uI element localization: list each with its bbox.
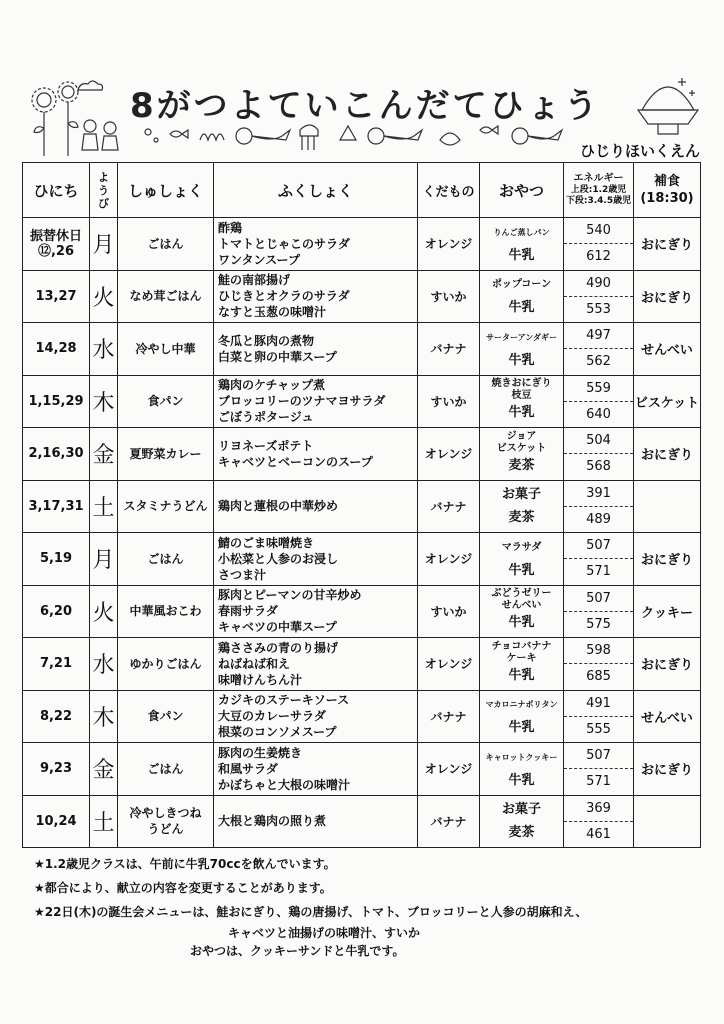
side-dish: 冬瓜と豚肉の煮物 — [218, 333, 315, 348]
snack-drink: 牛乳 — [508, 352, 535, 368]
energy-lower: 575 — [586, 616, 611, 632]
side-cell — [214, 270, 418, 323]
energy-cell — [564, 375, 634, 428]
weekday-cell: 月 — [90, 218, 118, 271]
side-dish: トマトとじゃこのサラダ — [218, 236, 350, 251]
energy-upper: 540 — [564, 218, 633, 244]
energy-lower: 640 — [586, 406, 611, 422]
side-cell — [214, 323, 418, 376]
extra-cell: おにぎり — [634, 743, 701, 796]
nursery-name: ひじりほいくえん — [579, 142, 700, 160]
side-dish: 鶏肉のケチャップ煮 — [218, 378, 326, 393]
shaved-ice-illustration — [632, 70, 704, 138]
side-dish: 鮭の南部揚げ — [218, 273, 291, 288]
header-side: ふくしょく — [214, 163, 418, 218]
date-cell: 7,21 — [23, 638, 90, 691]
side-cell — [214, 795, 418, 848]
energy-lower: 685 — [586, 669, 611, 685]
energy-upper: 391 — [564, 481, 633, 507]
side-cell — [214, 218, 418, 271]
side-cell — [214, 375, 418, 428]
table-row — [23, 375, 701, 428]
header-energy: エネルギー 上段:1.2歳児 下段:3.4.5歳児 — [564, 163, 634, 218]
fruit-cell: オレンジ — [418, 638, 480, 691]
table-row — [23, 795, 701, 848]
side-cell — [214, 690, 418, 743]
header-fruit: くだもの — [418, 163, 480, 218]
side-dish: 小松菜と人参のお浸し — [218, 551, 339, 566]
weekday-cell: 水 — [90, 638, 118, 691]
snack-drink: 牛乳 — [508, 247, 535, 263]
energy-cell — [564, 270, 634, 323]
energy-upper: 491 — [564, 691, 633, 717]
side-dish: さつま汁 — [218, 567, 267, 582]
header-date: ひにち — [23, 163, 90, 218]
snack-cell — [480, 428, 564, 481]
table-row — [23, 690, 701, 743]
note-milk: ★1.2歳児クラスは、午前に牛乳70ccを飲んでいます。 — [34, 857, 336, 871]
energy-cell — [564, 533, 634, 586]
side-dish: 和風サラダ — [218, 761, 278, 776]
table-row — [23, 533, 701, 586]
snack-cell — [480, 480, 564, 533]
snack-item: ジョア ビスケット — [496, 430, 547, 454]
side-dish: ごぼうポタージュ — [218, 410, 314, 425]
side-cell — [214, 585, 418, 638]
fruit-cell: バナナ — [418, 795, 480, 848]
snack-drink: 牛乳 — [508, 615, 535, 631]
fruit-cell: オレンジ — [418, 533, 480, 586]
snack-item: サーターアンダギー — [486, 332, 557, 342]
snack-drink: 牛乳 — [508, 720, 535, 736]
side-dish: ブロッコリーのツナマヨサラダ — [218, 394, 386, 409]
staple-cell: なめ茸ごはん — [118, 270, 214, 323]
side-dish: キャベツとベーコンのスープ — [218, 454, 373, 469]
page-title: 8がつよていこんだてひょう — [130, 86, 601, 126]
side-dish: 春雨サラダ — [218, 604, 278, 619]
side-dish: かぼちゃと大根の味噌汁 — [218, 777, 351, 792]
side-dish: 豚肉とピーマンの甘辛炒め — [218, 588, 362, 603]
snack-cell — [480, 533, 564, 586]
snack-cell — [480, 690, 564, 743]
staple-cell: ごはん — [118, 533, 214, 586]
date-cell: 13,27 — [23, 270, 90, 323]
table-row — [23, 743, 701, 796]
snack-cell — [480, 323, 564, 376]
extra-cell: おにぎり — [634, 428, 701, 481]
date-cell: 10,24 — [23, 795, 90, 848]
side-cell — [214, 480, 418, 533]
weekday-cell: 土 — [90, 480, 118, 533]
side-dish: カジキのステーキソース — [218, 693, 350, 708]
weekday-cell: 金 — [90, 428, 118, 481]
energy-cell — [564, 428, 634, 481]
side-cell — [214, 638, 418, 691]
side-dish: ねばねば和え — [218, 656, 291, 671]
snack-cell — [480, 270, 564, 323]
energy-lower: 612 — [586, 249, 611, 265]
snack-cell — [480, 795, 564, 848]
weekday-cell: 水 — [90, 323, 118, 376]
weekday-cell: 月 — [90, 533, 118, 586]
energy-upper: 507 — [564, 743, 633, 769]
notes — [34, 852, 587, 960]
side-dish: 酢鶏 — [218, 220, 243, 235]
side-dish: ワンタンスープ — [218, 252, 300, 267]
extra-cell: クッキー — [634, 585, 701, 638]
energy-lower: 571 — [586, 564, 611, 580]
energy-upper: 559 — [564, 376, 633, 402]
menu-table — [22, 162, 701, 848]
snack-item: ポップコーン — [491, 279, 552, 291]
fruit-cell: オレンジ — [418, 743, 480, 796]
side-cell — [214, 428, 418, 481]
date-cell: 1,15,29 — [23, 375, 90, 428]
note-birthday-cont: キャベツと油揚げの味噌汁、すいか — [228, 926, 421, 940]
fruit-cell: オレンジ — [418, 428, 480, 481]
staple-cell: スタミナうどん — [118, 480, 214, 533]
extra-cell: おにぎり — [634, 533, 701, 586]
energy-upper: 507 — [564, 533, 633, 559]
energy-cell — [564, 638, 634, 691]
weekday-cell: 木 — [90, 690, 118, 743]
date-cell: 3,17,31 — [23, 480, 90, 533]
clouds-icon — [74, 76, 134, 96]
fruit-cell: バナナ — [418, 480, 480, 533]
header-extra: 補食 (18:30) — [634, 163, 701, 218]
date-cell: 2,16,30 — [23, 428, 90, 481]
energy-lower: 553 — [586, 301, 611, 317]
snack-drink: 麦茶 — [508, 825, 535, 841]
energy-upper: 507 — [564, 586, 633, 612]
staple-cell: ゆかりごはん — [118, 638, 214, 691]
energy-upper: 490 — [564, 271, 633, 297]
fruit-cell: バナナ — [418, 323, 480, 376]
table-header-row — [23, 163, 701, 218]
table-row — [23, 638, 701, 691]
note-change: ★都合により、献立の内容を変更することがあります。 — [34, 881, 332, 895]
table-row — [23, 428, 701, 481]
date-cell: 6,20 — [23, 585, 90, 638]
snack-item: キャロットクッキー — [485, 752, 558, 762]
side-dish: 鯖のごま味噌焼き — [218, 535, 315, 550]
extra-cell — [634, 480, 701, 533]
snack-cell — [480, 638, 564, 691]
energy-cell — [564, 585, 634, 638]
snack-drink: 麦茶 — [508, 510, 535, 526]
date-cell: 5,19 — [23, 533, 90, 586]
extra-cell: ビスケット — [634, 375, 701, 428]
date-cell: 8,22 — [23, 690, 90, 743]
snack-drink: 牛乳 — [508, 405, 535, 421]
energy-upper: 504 — [564, 428, 633, 454]
snack-item: マラサダ — [501, 541, 542, 553]
snack-item: お菓子 — [501, 487, 541, 503]
side-dish: リヨネーズポテト — [218, 438, 314, 453]
staple-cell: 食パン — [118, 690, 214, 743]
staple-cell: 冷やしきつね うどん — [118, 795, 214, 848]
extra-cell: おにぎり — [634, 638, 701, 691]
side-dish: 豚肉の生姜焼き — [218, 745, 303, 760]
snack-cell — [480, 585, 564, 638]
energy-lower: 461 — [586, 826, 611, 842]
staple-cell: ごはん — [118, 743, 214, 796]
staple-cell: 中華風おこわ — [118, 585, 214, 638]
extra-cell: おにぎり — [634, 218, 701, 271]
energy-lower: 489 — [586, 511, 611, 527]
snack-item: チョコバナナ ケーキ — [491, 640, 552, 664]
side-dish: 大豆のカレーサラダ — [218, 709, 326, 724]
staple-cell: 夏野菜カレー — [118, 428, 214, 481]
table-row — [23, 218, 701, 271]
fruit-cell: すいか — [418, 375, 480, 428]
snack-cell — [480, 743, 564, 796]
snack-item: 焼きおにぎり 枝豆 — [491, 378, 552, 402]
table-row — [23, 270, 701, 323]
energy-cell — [564, 795, 634, 848]
energy-upper: 598 — [564, 638, 633, 664]
weekday-cell: 木 — [90, 375, 118, 428]
snack-drink: 牛乳 — [508, 300, 535, 316]
date-cell: 14,28 — [23, 323, 90, 376]
energy-upper: 497 — [564, 323, 633, 349]
energy-cell — [564, 218, 634, 271]
header-staple: しゅしょく — [118, 163, 214, 218]
fruit-cell: バナナ — [418, 690, 480, 743]
snack-drink: 牛乳 — [508, 667, 535, 683]
extra-cell: おにぎり — [634, 270, 701, 323]
note-birthday-snack: おやつは、クッキーサンドと牛乳です。 — [190, 944, 405, 958]
energy-cell — [564, 323, 634, 376]
weekday-cell: 金 — [90, 743, 118, 796]
fruit-cell: すいか — [418, 270, 480, 323]
snack-cell — [480, 218, 564, 271]
side-dish: 鶏ささみの青のり揚げ — [218, 640, 339, 655]
table-row — [23, 480, 701, 533]
weekday-cell: 土 — [90, 795, 118, 848]
header-youbi: よ う び — [90, 163, 118, 218]
energy-cell — [564, 690, 634, 743]
side-cell — [214, 533, 418, 586]
energy-lower: 568 — [586, 459, 611, 475]
side-dish: 鶏肉と蓮根の中華炒め — [218, 499, 339, 514]
snack-cell — [480, 375, 564, 428]
fruit-cell: すいか — [418, 585, 480, 638]
energy-lower: 571 — [586, 774, 611, 790]
side-dish: 根菜のコンソメスープ — [218, 725, 337, 740]
snack-drink: 麦茶 — [508, 457, 535, 473]
side-cell — [214, 743, 418, 796]
side-dish: 白菜と卵の中華スープ — [218, 349, 337, 364]
snack-item: お菓子 — [501, 802, 541, 818]
header-snack: おやつ — [480, 163, 564, 218]
snack-item: りんご蒸しパン — [493, 227, 550, 237]
table-row — [23, 585, 701, 638]
staple-cell: ごはん — [118, 218, 214, 271]
snack-item: ぶどうゼリー せんべい — [491, 588, 552, 612]
date-cell: 振替休日 ⑫,26 — [23, 218, 90, 271]
side-dish: なすと玉葱の味噌汁 — [218, 305, 327, 320]
snack-drink: 牛乳 — [508, 772, 535, 788]
date-cell: 9,23 — [23, 743, 90, 796]
weekday-cell: 火 — [90, 585, 118, 638]
extra-cell: せんべい — [634, 323, 701, 376]
weekday-cell: 火 — [90, 270, 118, 323]
extra-cell: せんべい — [634, 690, 701, 743]
energy-cell — [564, 743, 634, 796]
staple-cell: 食パン — [118, 375, 214, 428]
staple-cell: 冷やし中華 — [118, 323, 214, 376]
energy-cell — [564, 480, 634, 533]
note-birthday: ★22日(木)の誕生会メニューは、鮭おにぎり、鶏の唐揚げ、トマト、ブロッコリーと人参の胡麻和え、 — [34, 905, 588, 919]
energy-lower: 562 — [586, 354, 611, 370]
energy-upper: 369 — [564, 796, 633, 822]
side-dish: 大根と鶏肉の照り煮 — [218, 814, 327, 829]
snack-item: マカロニナポリタン — [485, 700, 558, 710]
side-dish: キャベツの中華スープ — [218, 620, 337, 635]
side-dish: 味噌けんちん汁 — [218, 672, 303, 687]
table-row — [23, 323, 701, 376]
fruit-cell: オレンジ — [418, 218, 480, 271]
side-dish: ひじきとオクラのサラダ — [218, 289, 350, 304]
energy-lower: 555 — [586, 721, 611, 737]
snack-drink: 牛乳 — [508, 562, 535, 578]
extra-cell — [634, 795, 701, 848]
